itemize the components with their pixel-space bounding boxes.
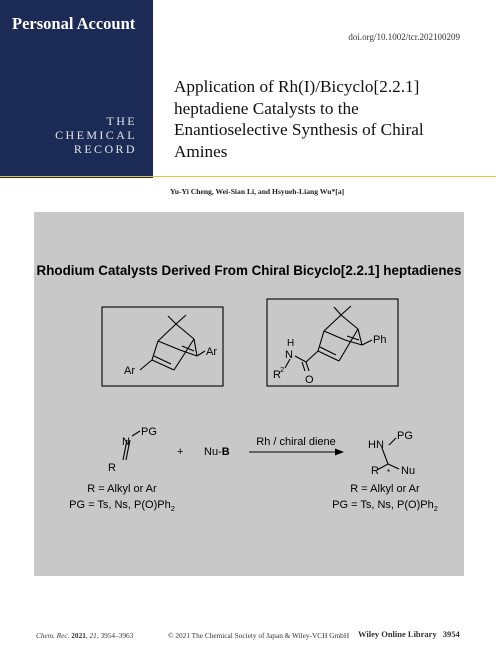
- journal-name-line: THE: [106, 114, 137, 128]
- bond: [341, 315, 358, 329]
- atom-label: HN: [368, 439, 384, 451]
- reaction-arrow: [249, 449, 344, 456]
- bond: [158, 324, 176, 341]
- figure-heading: Rhodium Catalysts Derived From Chiral Bicyclo[2.2.1] heptadienes: [36, 263, 462, 278]
- bond: [345, 340, 362, 345]
- citation: Chem. Rec. 2021, 21, 3954–3963: [36, 631, 134, 640]
- publisher-link[interactable]: Wiley Online Library: [358, 629, 437, 639]
- stereocenter-marker: *: [387, 468, 391, 477]
- plus-sign: +: [177, 446, 184, 458]
- scope-text: R = Alkyl or Ar: [87, 483, 157, 495]
- bond: [180, 350, 197, 356]
- ligand-1-box: [102, 307, 223, 386]
- substituent-label: Ar: [206, 346, 217, 358]
- bond: [152, 360, 174, 370]
- atom-label: N: [285, 349, 293, 361]
- substituent-label: R: [108, 462, 116, 474]
- copyright-notice: © 2021 The Chemical Society of Japan & Wiley-VCH GmbH: [168, 631, 350, 640]
- page-number: 3954: [442, 629, 460, 639]
- bond: [158, 341, 180, 350]
- scope-text: R = Alkyl or Ar: [350, 483, 420, 495]
- publisher-footer: [358, 629, 460, 639]
- bond: [318, 351, 339, 361]
- bond: [182, 346, 194, 351]
- atom-label: O: [305, 374, 314, 386]
- bond: [389, 438, 396, 445]
- doi-link[interactable]: doi.org/10.1002/tcr.202100209: [348, 32, 460, 42]
- substituent-label: R: [371, 465, 379, 477]
- reaction-conditions-label: Rh / chiral diene: [256, 436, 336, 448]
- bond: [302, 362, 305, 371]
- header-rule: [0, 176, 496, 177]
- graphical-abstract-figure: [34, 212, 464, 576]
- bond: [306, 351, 318, 362]
- bond: [194, 339, 197, 356]
- protecting-group-label: PG: [141, 426, 157, 438]
- bond: [154, 356, 171, 364]
- bond: [324, 331, 345, 340]
- bond: [176, 324, 194, 339]
- nucleophile-label: Nu-B: [204, 446, 230, 458]
- ligand-structure-1: [102, 307, 223, 386]
- atom-label: H: [287, 338, 295, 349]
- bond: [339, 329, 358, 361]
- atom-label: N: [122, 436, 130, 448]
- bond: [334, 307, 341, 315]
- author-list: Yu-Yi Cheng, Wei-Sian Li, and Hsyueh-Liang Wu*[a]: [170, 187, 345, 196]
- scope-text: PG = Ts, Ns, $P(O)Ph_2$: [69, 499, 175, 513]
- journal-name-line: CHEMICAL: [55, 128, 137, 142]
- bond: [341, 306, 351, 315]
- graphical-abstract: [34, 212, 464, 576]
- bond: [174, 339, 194, 370]
- superscript-label: 2: [280, 365, 285, 374]
- bond: [362, 340, 372, 345]
- bond: [140, 360, 152, 370]
- article-type-label: Personal Account: [12, 14, 136, 33]
- bond: [306, 362, 309, 371]
- article-title: Application of Rh(I)/Bicyclo[2.2.1] heptadiene Catalysts to the Enantioselective Synthesis of Chiral Amines: [174, 77, 424, 161]
- bond: [324, 315, 341, 331]
- journal-name-line: RECORD: [73, 142, 137, 156]
- substituent-label: R: [273, 369, 281, 381]
- scope-text: PG = Ts, Ns, $P(O)Ph_2$: [332, 499, 438, 513]
- bond: [197, 351, 205, 356]
- bond: [358, 329, 362, 345]
- bond: [295, 356, 306, 362]
- substituent-label: Nu: [401, 465, 416, 477]
- bond: [176, 315, 186, 324]
- bond: [168, 316, 176, 324]
- header-banner: [0, 0, 153, 176]
- bond: [132, 431, 140, 436]
- protecting-group-label: PG: [397, 430, 413, 442]
- bond: [320, 347, 336, 355]
- substituent-label: Ar: [124, 365, 135, 377]
- substituent-label: Ph: [373, 334, 387, 346]
- journal-name: [55, 114, 137, 156]
